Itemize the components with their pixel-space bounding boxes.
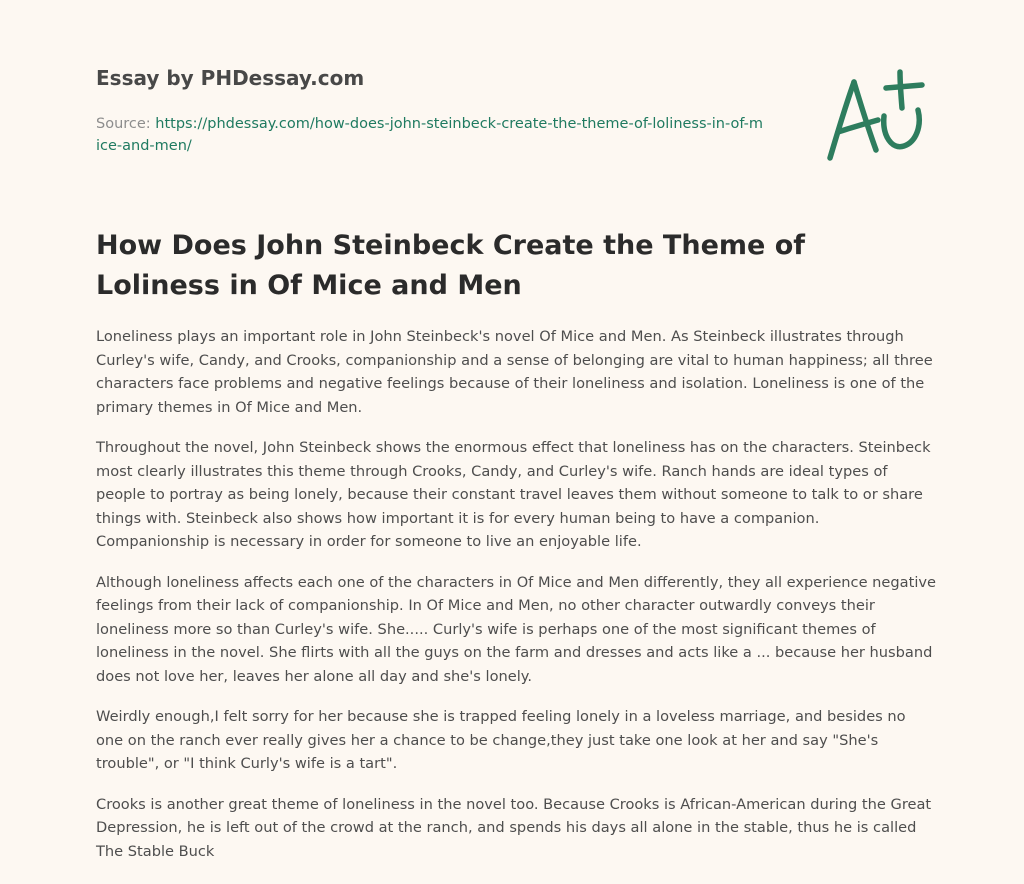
a-plus-grade-icon [824, 66, 928, 166]
essay-paragraph: Weirdly enough,I felt sorry for her because she is trapped feeling lonely in a loveless marriage, and besides no one on the ranch ever really gives her a chance to be change,they just take one look at her and say "She's trouble", or "I think Curly's wife is a tart". [96, 708, 906, 772]
source-label: Source: [96, 116, 151, 132]
source-link[interactable]: https://phdessay.com/how-does-john-steinbeck-create-the-theme-of-loliness-in-of-mice-and-men/ [96, 116, 764, 154]
essay-title: How Does John Steinbeck Create the Theme of Loliness in Of Mice and Men [96, 230, 806, 301]
essay-paragraph: Throughout the novel, John Steinbeck shows the enormous effect that loneliness has on the characters. Steinbeck most clearly illustrates this theme through Crooks, Candy, and Curley's wife. Ranch hands are ideal types of people to portray as being lonely, because their constant travel leaves them without someone to talk to or share things with. Steinbeck also shows how important it is for every human being to have a companion. Companionship is necessary in order for someone to live an enjoyable life. [96, 439, 931, 550]
essay-paragraph: Crooks is another great theme of loneliness in the novel too. Because Crooks is African-American during the Great Depression, he is left out of the crowd at the ranch, and spends his days all alone in the stable, thus he is called The Stable Buck [96, 795, 932, 860]
essay-paragraph: Loneliness plays an important role in John Steinbeck's novel Of Mice and Men. As Steinbeck illustrates through Curley's wife, Candy, and Crooks, companionship and a sense of belonging are vital to human happiness; all three characters face problems and negative feelings because of their loneliness and isolation. Loneliness is one of the primary themes in Of Mice and Men. [96, 328, 933, 416]
source-line [96, 113, 766, 157]
essay-paragraph: Although loneliness affects each one of the characters in Of Mice and Men differently, they all experience negative feelings from their lack of companionship. In Of Mice and Men, no other character outwardly conveys their loneliness more so than Curley's wife. She..... Curly's wife is perhaps one of the most significant themes of loneliness in the novel. She flirts with all the guys on the farm and dresses and acts like a ... because her husband does not love her, leaves her alone all day and she's lonely. [96, 573, 937, 685]
essay-body [96, 325, 936, 880]
site-brand: Essay by PHDessay.com [96, 66, 365, 90]
